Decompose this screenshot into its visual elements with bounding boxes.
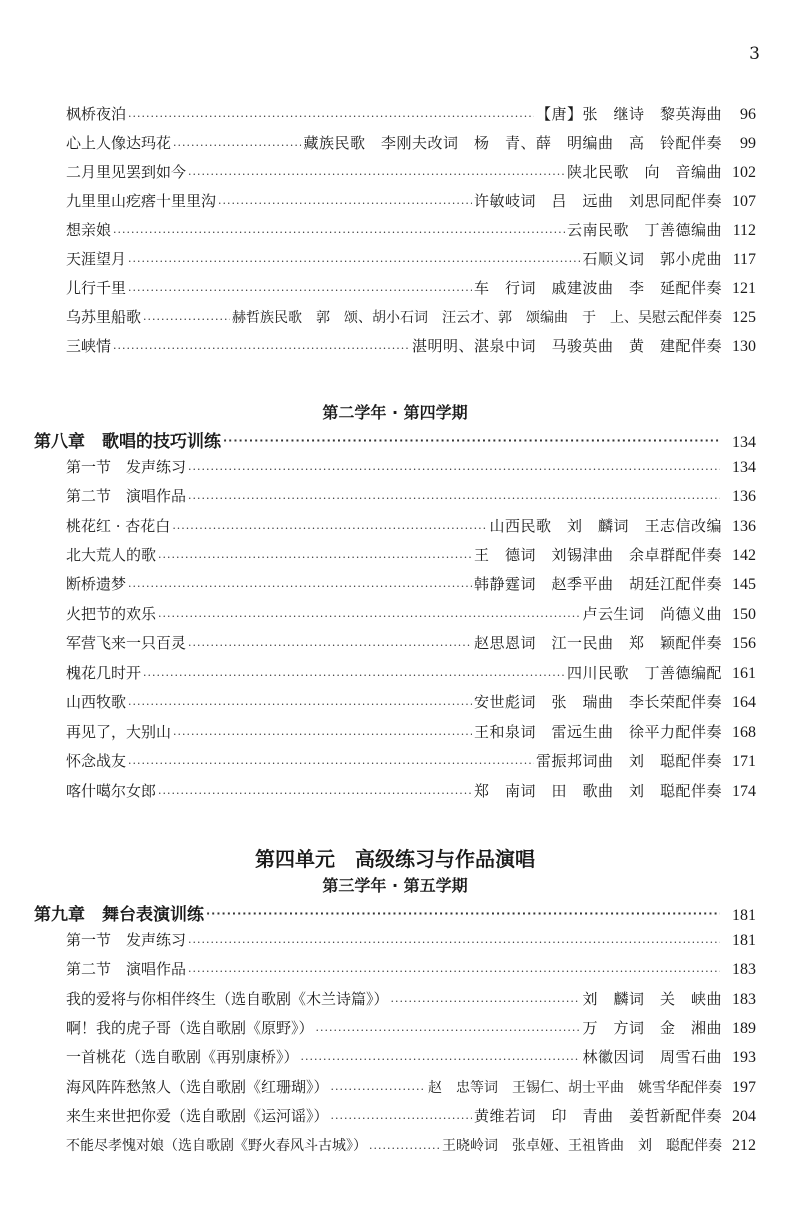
dot-leader <box>188 463 720 476</box>
entry-page: 204 <box>732 1108 756 1125</box>
entry-page: 156 <box>732 635 756 652</box>
entry-title: 再见了，大别山 <box>66 723 172 741</box>
dot-leader <box>369 1142 440 1155</box>
entry-page: 136 <box>732 518 756 535</box>
entry-title: 乌苏里船歌 <box>66 308 142 326</box>
entry-page: 96 <box>740 106 756 123</box>
toc-entry <box>66 161 756 187</box>
toc-entry <box>66 456 756 482</box>
entry-credit: 许敏岐词 吕 远曲 刘思同配伴奏 <box>473 192 722 210</box>
dot-leader <box>128 757 534 770</box>
entry-credit: 林徽因词 周雪石曲 <box>582 1048 722 1066</box>
chapter-entry <box>34 427 756 453</box>
chapter-title: 第九章 舞台表演训练 <box>34 905 204 925</box>
entry-title: 槐花几时开 <box>66 664 142 682</box>
entry-title: 第二节 演唱作品 <box>66 487 187 505</box>
entry-page: 107 <box>732 193 756 210</box>
toc-entry <box>66 632 756 658</box>
dot-leader <box>391 995 581 1008</box>
toc-entry <box>66 1135 756 1161</box>
entry-title: 海风阵阵愁煞人（选自歌剧《红珊瑚》） <box>66 1078 329 1096</box>
entry-credit: 湛明明、湛泉中词 马骏英曲 黄 建配伴奏 <box>411 337 722 355</box>
entry-credit: 【唐】张 继诗 黎英海曲 <box>535 105 722 123</box>
page-number: 3 <box>749 44 760 64</box>
entry-title: 一首桃花（选自歌剧《再别康桥》） <box>66 1048 299 1066</box>
entry-page: 150 <box>732 606 756 623</box>
toc-entry <box>66 988 756 1014</box>
dot-leader <box>128 698 472 711</box>
entry-credit: 藏族民歌 李刚夫改词 杨 青、薛 明编曲 高 铃配伴奏 <box>303 134 722 152</box>
toc-entry <box>66 103 756 129</box>
entry-page: 134 <box>732 459 756 476</box>
dot-leader <box>143 669 565 682</box>
entry-title: 怀念战友 <box>66 752 127 770</box>
chapter-page: 134 <box>732 434 756 451</box>
toc-entry <box>66 190 756 216</box>
toc-entry <box>66 721 756 747</box>
toc-entry <box>66 277 756 303</box>
entry-page: 183 <box>732 961 756 978</box>
dot-leader <box>173 728 472 741</box>
toc-entry <box>66 544 756 570</box>
entry-credit: 韩静霆词 赵季平曲 胡廷江配伴奏 <box>473 575 722 593</box>
entry-credit: 陕北民歌 向 音编曲 <box>566 163 722 181</box>
entry-page: 145 <box>732 576 756 593</box>
entry-page: 102 <box>732 164 756 181</box>
dot-leader <box>158 551 472 564</box>
entry-credit: 王晓岭词 张卓娅、王祖皆曲 刘 聪配伴奏 <box>442 1138 722 1154</box>
toc-entry <box>66 1076 756 1102</box>
entry-credit: 卢云生词 尚德义曲 <box>582 605 722 623</box>
dot-leader <box>223 434 720 447</box>
entry-credit: 王和泉词 雷远生曲 徐平力配伴奏 <box>473 723 722 741</box>
dot-leader <box>301 1053 581 1066</box>
toc-entry <box>66 1046 756 1072</box>
entry-page: 168 <box>732 724 756 741</box>
entry-title: 军营飞来一只百灵 <box>66 634 187 652</box>
entry-credit: 黄维若词 印 青曲 姜哲新配伴奏 <box>473 1107 722 1125</box>
dot-leader <box>158 787 472 800</box>
toc-entry <box>66 603 756 629</box>
dot-leader <box>172 522 487 535</box>
entry-credit: 赫哲族民歌 郭 颂、胡小石词 汪云才、郭 颂编曲 于 上、吴慰云配伴奏 <box>232 310 722 326</box>
entry-credit: 车 行词 戚建波曲 李 延配伴奏 <box>473 279 722 297</box>
entry-credit: 安世彪词 张 瑞曲 李长荣配伴奏 <box>473 693 722 711</box>
toc-entry <box>66 573 756 599</box>
entry-page: 142 <box>732 547 756 564</box>
entry-title: 儿行千里 <box>66 279 127 297</box>
entry-title: 天涯望月 <box>66 250 127 268</box>
chapter-title: 第八章 歌唱的技巧训练 <box>34 432 221 452</box>
entry-title: 第一节 发声练习 <box>66 458 187 476</box>
dot-leader <box>113 226 565 239</box>
entry-page: 99 <box>740 135 756 152</box>
entry-title: 第一节 发声练习 <box>66 931 187 949</box>
entry-title: 来生来世把你爱（选自歌剧《运河谣》） <box>66 1107 329 1125</box>
semester-heading: 第三学年 · 第五学期 <box>322 876 468 895</box>
dot-leader <box>218 197 472 210</box>
dot-leader <box>188 965 720 978</box>
entry-title: 喀什噶尔女郎 <box>66 782 157 800</box>
dot-leader <box>128 255 580 268</box>
entry-page: 171 <box>732 753 756 770</box>
entry-page: 164 <box>732 694 756 711</box>
entry-title: 心上人像达玛花 <box>66 134 172 152</box>
dot-leader <box>188 936 720 949</box>
entry-credit: 四川民歌 丁善德编配 <box>566 664 722 682</box>
toc-entry <box>66 958 756 984</box>
entry-credit: 王 德词 刘锡津曲 余卓群配伴奏 <box>473 546 722 564</box>
toc-entry <box>66 485 756 511</box>
entry-credit: 云南民歌 丁善德编曲 <box>566 221 722 239</box>
entry-credit: 刘 麟词 关 峡曲 <box>582 990 722 1008</box>
dot-leader <box>128 580 472 593</box>
dot-leader <box>331 1083 426 1096</box>
entry-page: 174 <box>732 783 756 800</box>
entry-page: 121 <box>732 280 756 297</box>
dot-leader <box>188 639 472 652</box>
dot-leader <box>188 168 565 181</box>
entry-credit: 雷振邦词曲 刘 聪配伴奏 <box>535 752 722 770</box>
entry-title: 山西牧歌 <box>66 693 127 711</box>
entry-title: 桃花红 · 杏花白 <box>66 517 171 535</box>
toc-entry <box>66 132 756 158</box>
dot-leader <box>128 110 534 123</box>
entry-credit: 赵思恩词 江一民曲 郑 颖配伴奏 <box>473 634 722 652</box>
entry-credit: 赵 忠等词 王锡仁、胡士平曲 姚雪华配伴奏 <box>428 1080 722 1096</box>
entry-title: 二月里见罢到如今 <box>66 163 187 181</box>
toc-entry <box>66 780 756 806</box>
unit-heading: 第四单元 高级练习与作品演唱 <box>255 847 535 871</box>
dot-leader <box>206 907 720 920</box>
entry-title: 断桥遗梦 <box>66 575 127 593</box>
semester-heading: 第二学年 · 第四学期 <box>322 403 468 422</box>
entry-page: 136 <box>732 488 756 505</box>
entry-page: 183 <box>732 991 756 1008</box>
entry-title: 不能尽孝愧对娘（选自歌剧《野火春风斗古城》） <box>66 1138 367 1154</box>
dot-leader <box>316 1024 581 1037</box>
toc-entry <box>66 691 756 717</box>
toc-entry <box>66 1017 756 1043</box>
entry-credit: 万 方词 金 湘曲 <box>582 1019 722 1037</box>
dot-leader <box>173 139 301 152</box>
entry-page: 212 <box>732 1137 756 1154</box>
entry-title: 枫桥夜泊 <box>66 105 127 123</box>
entry-title: 想亲娘 <box>66 221 112 239</box>
dot-leader <box>188 492 720 505</box>
entry-page: 130 <box>732 338 756 355</box>
entry-title: 北大荒人的歌 <box>66 546 157 564</box>
dot-leader <box>113 342 410 355</box>
entry-credit: 郑 南词 田 歌曲 刘 聪配伴奏 <box>473 782 722 800</box>
entry-page: 161 <box>732 665 756 682</box>
chapter-page: 181 <box>732 907 756 924</box>
entry-page: 193 <box>732 1049 756 1066</box>
entry-title: 三峡情 <box>66 337 112 355</box>
entry-page: 112 <box>732 222 756 239</box>
dot-leader <box>331 1112 472 1125</box>
dot-leader <box>158 610 580 623</box>
entry-page: 117 <box>732 251 756 268</box>
toc-entry <box>66 248 756 274</box>
chapter-entry <box>34 900 756 926</box>
toc-entry <box>66 662 756 688</box>
entry-page: 181 <box>732 932 756 949</box>
toc-entry <box>66 306 756 332</box>
entry-title: 我的爱将与你相伴终生（选自歌剧《木兰诗篇》） <box>66 990 389 1008</box>
entry-page: 125 <box>732 309 756 326</box>
toc-entry <box>66 750 756 776</box>
entry-credit: 山西民歌 刘 麟词 王志信改编 <box>489 517 722 535</box>
toc-entry <box>66 515 756 541</box>
toc-entry <box>66 335 756 361</box>
toc-entry <box>66 929 756 955</box>
entry-title: 第二节 演唱作品 <box>66 960 187 978</box>
entry-page: 189 <box>732 1020 756 1037</box>
entry-title: 九里里山疙瘩十里里沟 <box>66 192 217 210</box>
toc-entry <box>66 219 756 245</box>
entry-title: 火把节的欢乐 <box>66 605 157 623</box>
dot-leader <box>128 284 472 297</box>
entry-credit: 石顺义词 郭小虎曲 <box>582 250 722 268</box>
entry-title: 啊！我的虎子哥（选自歌剧《原野》） <box>66 1019 314 1037</box>
toc-entry <box>66 1105 756 1131</box>
dot-leader <box>143 313 230 326</box>
entry-page: 197 <box>732 1079 756 1096</box>
